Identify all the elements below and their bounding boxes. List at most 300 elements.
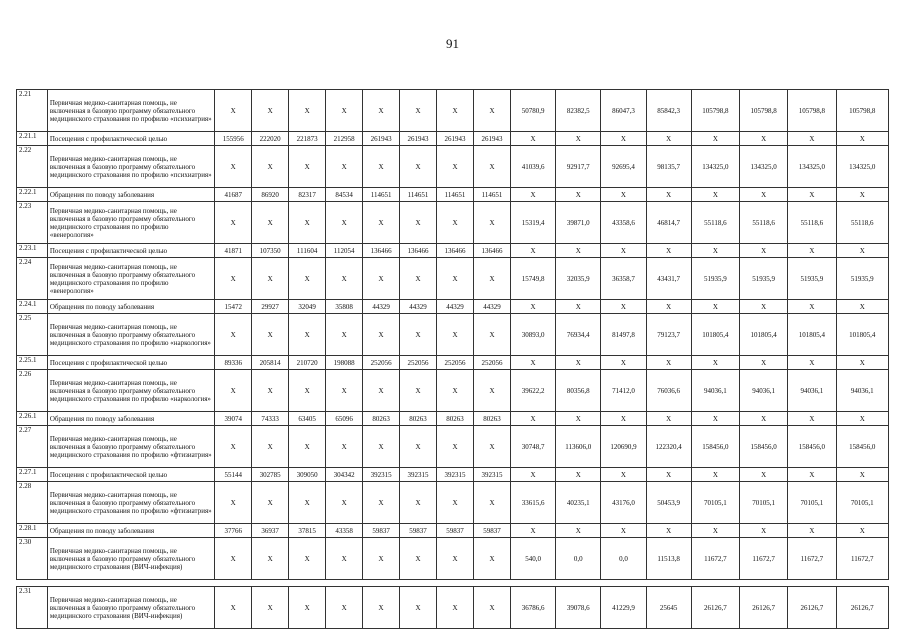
- value-cell: 46814,7: [646, 202, 691, 244]
- value-cell: X: [363, 202, 400, 244]
- table-row: [17, 314, 889, 356]
- row-description: Первичная медико-санитарная помощь, не включенная в базовую программу обязательного медицинского страхования по профилю «наркология»: [47, 314, 214, 356]
- value-cell: 26126,7: [691, 587, 739, 629]
- value-cell: X: [252, 538, 289, 580]
- value-cell: 15749,8: [510, 258, 555, 300]
- value-cell: 210720: [289, 356, 326, 370]
- value-cell: X: [646, 356, 691, 370]
- value-cell: X: [510, 244, 555, 258]
- value-cell: X: [289, 370, 326, 412]
- value-cell: X: [289, 258, 326, 300]
- value-cell: X: [788, 244, 836, 258]
- table-row: [17, 426, 889, 468]
- value-cell: 39622,2: [510, 370, 555, 412]
- value-cell: 92917,7: [556, 146, 601, 188]
- value-cell: 94036,1: [836, 370, 888, 412]
- value-cell: 105798,8: [788, 90, 836, 132]
- value-cell: 89336: [215, 356, 252, 370]
- value-cell: 252056: [363, 356, 400, 370]
- row-code: 2.25.1: [17, 356, 48, 370]
- value-cell: 0,0: [601, 538, 646, 580]
- value-cell: X: [252, 258, 289, 300]
- table-row: [17, 370, 889, 412]
- value-cell: X: [252, 426, 289, 468]
- value-cell: X: [601, 188, 646, 202]
- value-cell: 59837: [474, 524, 511, 538]
- value-cell: 158456,0: [739, 426, 787, 468]
- value-cell: X: [252, 202, 289, 244]
- value-cell: 39871,0: [556, 202, 601, 244]
- row-description: Первичная медико-санитарная помощь, не включенная в базовую программу обязательного медицинского страхования по профилю «психиатрия»: [47, 90, 214, 132]
- row-code: 2.27: [17, 426, 48, 468]
- value-cell: 59837: [437, 524, 474, 538]
- value-cell: 50780,9: [510, 90, 555, 132]
- value-cell: 11672,7: [836, 538, 888, 580]
- value-cell: 30748,7: [510, 426, 555, 468]
- value-cell: X: [646, 244, 691, 258]
- row-code: 2.31: [17, 587, 48, 629]
- value-cell: X: [646, 412, 691, 426]
- value-cell: 392315: [363, 468, 400, 482]
- value-cell: 158456,0: [836, 426, 888, 468]
- row-description: Посещения с профилактической целью: [47, 468, 214, 482]
- value-cell: 252056: [400, 356, 437, 370]
- value-cell: X: [510, 412, 555, 426]
- value-cell: X: [437, 146, 474, 188]
- value-cell: X: [510, 300, 555, 314]
- value-cell: X: [215, 202, 252, 244]
- value-cell: X: [601, 412, 646, 426]
- value-cell: X: [510, 188, 555, 202]
- value-cell: X: [510, 132, 555, 146]
- row-code: 2.23.1: [17, 244, 48, 258]
- value-cell: X: [788, 300, 836, 314]
- value-cell: X: [289, 587, 326, 629]
- value-cell: 252056: [437, 356, 474, 370]
- row-description: Обращения по поводу заболевания: [47, 188, 214, 202]
- value-cell: 41687: [215, 188, 252, 202]
- value-cell: X: [556, 188, 601, 202]
- value-cell: 32035,9: [556, 258, 601, 300]
- value-cell: X: [252, 482, 289, 524]
- value-cell: X: [326, 146, 363, 188]
- value-cell: 101805,4: [739, 314, 787, 356]
- value-cell: X: [437, 314, 474, 356]
- row-description: Посещения с профилактической целью: [47, 356, 214, 370]
- value-cell: X: [215, 587, 252, 629]
- value-cell: 50453,9: [646, 482, 691, 524]
- row-description: Первичная медико-санитарная помощь, не включенная в базовую программу обязательного медицинского страхования по профилю «фтизиатрия»: [47, 482, 214, 524]
- value-cell: 39078,6: [556, 587, 601, 629]
- value-cell: X: [215, 538, 252, 580]
- value-cell: 540,0: [510, 538, 555, 580]
- value-cell: 70105,1: [691, 482, 739, 524]
- value-cell: X: [601, 356, 646, 370]
- value-cell: 0,0: [556, 538, 601, 580]
- value-cell: 94036,1: [691, 370, 739, 412]
- row-code: 2.21.1: [17, 132, 48, 146]
- table-row: [17, 356, 889, 370]
- value-cell: X: [289, 146, 326, 188]
- value-cell: X: [739, 188, 787, 202]
- value-cell: 30893,0: [510, 314, 555, 356]
- value-cell: 70105,1: [788, 482, 836, 524]
- row-description: Первичная медико-санитарная помощь, не включенная в базовую программу обязательного медицинского страхования по профилю «наркология»: [47, 370, 214, 412]
- row-code: 2.23: [17, 202, 48, 244]
- value-cell: X: [437, 90, 474, 132]
- value-cell: X: [252, 587, 289, 629]
- value-cell: X: [326, 258, 363, 300]
- row-code: 2.26.1: [17, 412, 48, 426]
- value-cell: X: [646, 524, 691, 538]
- value-cell: 304342: [326, 468, 363, 482]
- value-cell: 105798,8: [691, 90, 739, 132]
- value-cell: 43358,6: [601, 202, 646, 244]
- value-cell: 71412,0: [601, 370, 646, 412]
- row-code: 2.28: [17, 482, 48, 524]
- value-cell: X: [691, 132, 739, 146]
- value-cell: 15319,4: [510, 202, 555, 244]
- value-cell: X: [437, 258, 474, 300]
- value-cell: X: [400, 538, 437, 580]
- value-cell: 114651: [363, 188, 400, 202]
- value-cell: 63405: [289, 412, 326, 426]
- value-cell: 85842,3: [646, 90, 691, 132]
- value-cell: 120690,9: [601, 426, 646, 468]
- value-cell: X: [601, 524, 646, 538]
- value-cell: 392315: [437, 468, 474, 482]
- value-cell: 43176,0: [601, 482, 646, 524]
- row-description: Первичная медико-санитарная помощь, не включенная в базовую программу обязательного медицинского страхования по профилю «психиатрия»: [47, 146, 214, 188]
- row-description: Обращения по поводу заболевания: [47, 524, 214, 538]
- value-cell: 80356,8: [556, 370, 601, 412]
- value-cell: 55118,6: [691, 202, 739, 244]
- value-cell: X: [646, 300, 691, 314]
- value-cell: 11672,7: [691, 538, 739, 580]
- page-number: 91: [446, 36, 459, 51]
- value-cell: X: [474, 202, 511, 244]
- value-cell: X: [252, 90, 289, 132]
- value-cell: 55118,6: [739, 202, 787, 244]
- table-row: [17, 146, 889, 188]
- value-cell: 40235,1: [556, 482, 601, 524]
- value-cell: 105798,8: [739, 90, 787, 132]
- value-cell: X: [474, 587, 511, 629]
- value-cell: X: [556, 132, 601, 146]
- value-cell: 136466: [437, 244, 474, 258]
- table-row: [17, 587, 889, 629]
- value-cell: 112054: [326, 244, 363, 258]
- table-row: [17, 538, 889, 580]
- value-cell: X: [326, 90, 363, 132]
- value-cell: X: [326, 314, 363, 356]
- value-cell: 26126,7: [836, 587, 888, 629]
- value-cell: X: [836, 468, 888, 482]
- value-cell: X: [289, 314, 326, 356]
- value-cell: X: [400, 426, 437, 468]
- row-description: Посещения с профилактической целью: [47, 132, 214, 146]
- value-cell: X: [252, 370, 289, 412]
- value-cell: X: [836, 412, 888, 426]
- value-cell: X: [363, 258, 400, 300]
- value-cell: 65096: [326, 412, 363, 426]
- value-cell: X: [363, 482, 400, 524]
- value-cell: X: [601, 244, 646, 258]
- value-cell: X: [691, 524, 739, 538]
- value-cell: 392315: [474, 468, 511, 482]
- value-cell: 82317: [289, 188, 326, 202]
- value-cell: X: [556, 356, 601, 370]
- row-description: Посещения с профилактической целью: [47, 244, 214, 258]
- value-cell: X: [363, 146, 400, 188]
- value-cell: 51935,9: [788, 258, 836, 300]
- value-cell: X: [437, 202, 474, 244]
- value-cell: 94036,1: [788, 370, 836, 412]
- value-cell: X: [836, 244, 888, 258]
- value-cell: X: [326, 587, 363, 629]
- value-cell: 114651: [474, 188, 511, 202]
- value-cell: 111604: [289, 244, 326, 258]
- value-cell: 44329: [363, 300, 400, 314]
- value-cell: 134325,0: [836, 146, 888, 188]
- value-cell: X: [836, 188, 888, 202]
- value-cell: 11672,7: [788, 538, 836, 580]
- value-cell: X: [556, 244, 601, 258]
- value-cell: 59837: [400, 524, 437, 538]
- value-cell: 55118,6: [836, 202, 888, 244]
- value-cell: 59837: [363, 524, 400, 538]
- value-cell: X: [326, 482, 363, 524]
- value-cell: 101805,4: [836, 314, 888, 356]
- value-cell: X: [363, 426, 400, 468]
- value-cell: X: [289, 202, 326, 244]
- value-cell: X: [252, 314, 289, 356]
- value-cell: 101805,4: [788, 314, 836, 356]
- value-cell: X: [326, 202, 363, 244]
- value-cell: 92695,4: [601, 146, 646, 188]
- value-cell: 51935,9: [691, 258, 739, 300]
- table-row: [17, 188, 889, 202]
- value-cell: 74333: [252, 412, 289, 426]
- value-cell: 105798,8: [836, 90, 888, 132]
- value-cell: 11672,7: [739, 538, 787, 580]
- row-description: Обращения по поводу заболевания: [47, 300, 214, 314]
- value-cell: X: [289, 90, 326, 132]
- value-cell: 261943: [400, 132, 437, 146]
- value-cell: X: [215, 370, 252, 412]
- value-cell: X: [474, 370, 511, 412]
- value-cell: 134325,0: [739, 146, 787, 188]
- row-description: Обращения по поводу заболевания: [47, 412, 214, 426]
- value-cell: 76036,6: [646, 370, 691, 412]
- value-cell: 70105,1: [836, 482, 888, 524]
- value-cell: 392315: [400, 468, 437, 482]
- value-cell: 114651: [400, 188, 437, 202]
- table-row: [17, 90, 889, 132]
- value-cell: X: [836, 132, 888, 146]
- value-cell: 86920: [252, 188, 289, 202]
- row-code: 2.25: [17, 314, 48, 356]
- value-cell: X: [691, 356, 739, 370]
- row-code: 2.21: [17, 90, 48, 132]
- value-cell: X: [556, 468, 601, 482]
- value-cell: X: [556, 524, 601, 538]
- value-cell: X: [363, 314, 400, 356]
- value-cell: X: [739, 468, 787, 482]
- value-cell: 261943: [363, 132, 400, 146]
- row-code: 2.28.1: [17, 524, 48, 538]
- row-code: 2.24: [17, 258, 48, 300]
- value-cell: 136466: [363, 244, 400, 258]
- table-row: [17, 468, 889, 482]
- value-cell: X: [510, 468, 555, 482]
- value-cell: X: [556, 412, 601, 426]
- value-cell: X: [363, 90, 400, 132]
- value-cell: X: [215, 146, 252, 188]
- value-cell: 81497,8: [601, 314, 646, 356]
- value-cell: 25645: [646, 587, 691, 629]
- value-cell: 43358: [326, 524, 363, 538]
- value-cell: 35808: [326, 300, 363, 314]
- value-cell: X: [474, 258, 511, 300]
- value-cell: X: [739, 356, 787, 370]
- table-gap: [17, 580, 889, 587]
- value-cell: 26126,7: [739, 587, 787, 629]
- value-cell: X: [326, 370, 363, 412]
- value-cell: 36358,7: [601, 258, 646, 300]
- table-row: [17, 132, 889, 146]
- value-cell: 41871: [215, 244, 252, 258]
- table-body: [17, 90, 889, 629]
- value-cell: 55118,6: [788, 202, 836, 244]
- row-code: 2.22: [17, 146, 48, 188]
- value-cell: 11513,8: [646, 538, 691, 580]
- value-cell: X: [739, 132, 787, 146]
- row-code: 2.30: [17, 538, 48, 580]
- value-cell: 114651: [437, 188, 474, 202]
- value-cell: X: [363, 370, 400, 412]
- value-cell: 80263: [437, 412, 474, 426]
- value-cell: X: [601, 132, 646, 146]
- value-cell: 41039,6: [510, 146, 555, 188]
- gap-cell: [17, 580, 889, 587]
- value-cell: X: [215, 90, 252, 132]
- value-cell: X: [252, 146, 289, 188]
- value-cell: 309050: [289, 468, 326, 482]
- value-cell: 101805,4: [691, 314, 739, 356]
- value-cell: 44329: [474, 300, 511, 314]
- value-cell: X: [646, 468, 691, 482]
- value-cell: 136466: [400, 244, 437, 258]
- value-cell: X: [289, 538, 326, 580]
- value-cell: 39074: [215, 412, 252, 426]
- table-row: [17, 258, 889, 300]
- value-cell: 44329: [437, 300, 474, 314]
- value-cell: X: [739, 412, 787, 426]
- value-cell: 205814: [252, 356, 289, 370]
- value-cell: 80263: [474, 412, 511, 426]
- value-cell: X: [788, 412, 836, 426]
- value-cell: X: [646, 188, 691, 202]
- value-cell: 302785: [252, 468, 289, 482]
- value-cell: X: [400, 587, 437, 629]
- value-cell: 86047,3: [601, 90, 646, 132]
- table-row: [17, 300, 889, 314]
- value-cell: X: [400, 482, 437, 524]
- value-cell: X: [215, 314, 252, 356]
- value-cell: 51935,9: [836, 258, 888, 300]
- value-cell: 51935,9: [739, 258, 787, 300]
- table-row: [17, 412, 889, 426]
- value-cell: 84534: [326, 188, 363, 202]
- value-cell: X: [215, 426, 252, 468]
- value-cell: X: [437, 426, 474, 468]
- value-cell: 252056: [474, 356, 511, 370]
- value-cell: X: [400, 258, 437, 300]
- value-cell: X: [836, 300, 888, 314]
- value-cell: X: [437, 482, 474, 524]
- value-cell: X: [400, 370, 437, 412]
- value-cell: X: [788, 132, 836, 146]
- value-cell: X: [788, 188, 836, 202]
- value-cell: 37766: [215, 524, 252, 538]
- value-cell: X: [788, 524, 836, 538]
- value-cell: X: [788, 356, 836, 370]
- value-cell: 33615,6: [510, 482, 555, 524]
- value-cell: 76934,4: [556, 314, 601, 356]
- value-cell: X: [836, 524, 888, 538]
- value-cell: X: [326, 426, 363, 468]
- value-cell: X: [400, 90, 437, 132]
- value-cell: X: [215, 258, 252, 300]
- value-cell: 134325,0: [788, 146, 836, 188]
- value-cell: X: [289, 426, 326, 468]
- value-cell: X: [691, 188, 739, 202]
- value-cell: 79123,7: [646, 314, 691, 356]
- value-cell: 32049: [289, 300, 326, 314]
- row-code: 2.26: [17, 370, 48, 412]
- row-code: 2.27.1: [17, 468, 48, 482]
- value-cell: X: [363, 587, 400, 629]
- value-cell: X: [474, 314, 511, 356]
- table-row: [17, 482, 889, 524]
- value-cell: X: [739, 524, 787, 538]
- value-cell: 15472: [215, 300, 252, 314]
- value-cell: X: [400, 146, 437, 188]
- value-cell: X: [474, 538, 511, 580]
- value-cell: 44329: [400, 300, 437, 314]
- table-row: [17, 244, 889, 258]
- value-cell: X: [437, 370, 474, 412]
- value-cell: X: [474, 426, 511, 468]
- value-cell: 70105,1: [739, 482, 787, 524]
- value-cell: 80263: [363, 412, 400, 426]
- value-cell: 261943: [474, 132, 511, 146]
- data-table: [16, 89, 889, 629]
- value-cell: 80263: [400, 412, 437, 426]
- value-cell: 122320,4: [646, 426, 691, 468]
- value-cell: 221873: [289, 132, 326, 146]
- row-description: Первичная медико-санитарная помощь, не включенная в базовую программу обязательного медицинского страхования по профилю «венерология»: [47, 202, 214, 244]
- row-code: 2.24.1: [17, 300, 48, 314]
- value-cell: X: [739, 300, 787, 314]
- value-cell: 36786,6: [510, 587, 555, 629]
- value-cell: X: [691, 244, 739, 258]
- value-cell: 136466: [474, 244, 511, 258]
- value-cell: X: [691, 468, 739, 482]
- value-cell: X: [836, 356, 888, 370]
- value-cell: 43431,7: [646, 258, 691, 300]
